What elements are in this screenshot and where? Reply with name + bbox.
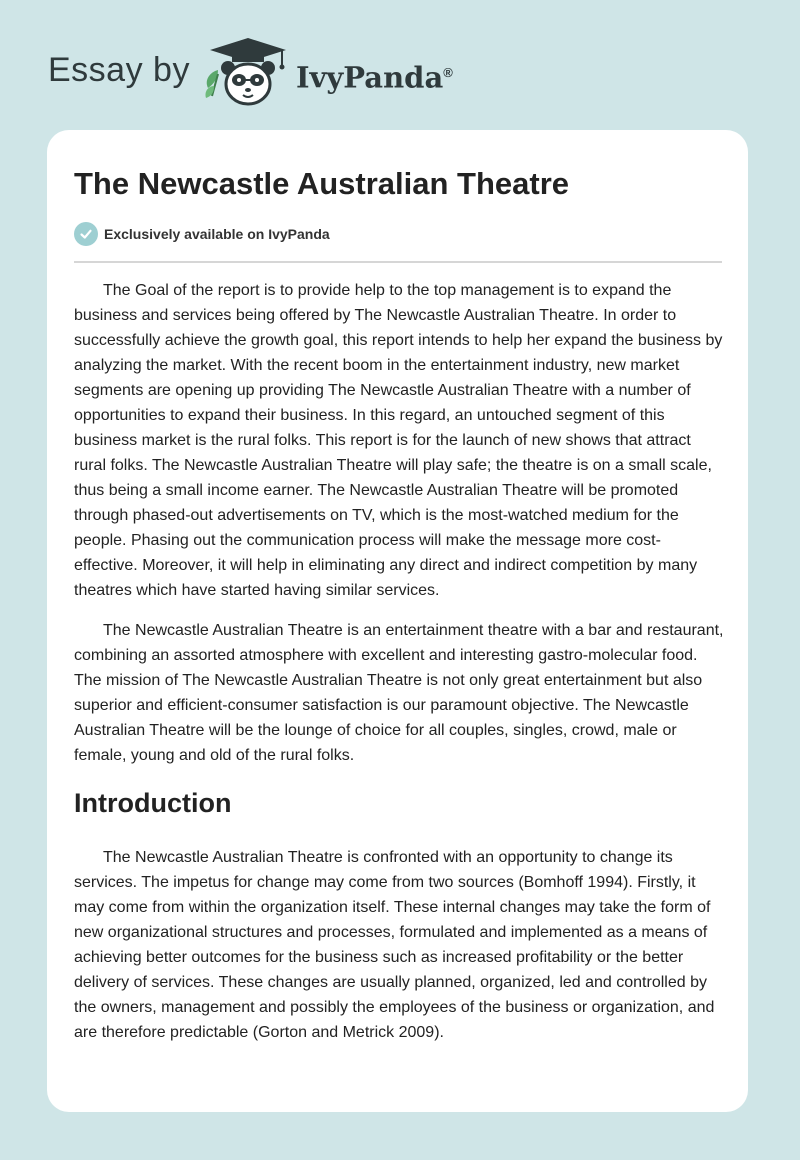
essay-card [47,130,748,1112]
checkmark-icon [74,222,98,246]
page-title: The Newcastle Australian Theatre [74,166,570,201]
paragraph: The Newcastle Australian Theatre is an entertainment theatre with a bar and restaurant, combining an assorted atmosphere with excellent and interesting gastro-molecular food. The mission of The Newcastle Australian Theatre is not only great entertainment but also superior and efficient-consumer satisfaction is our paramount objective. The Newcastle Australian Theatre will be the lounge of choice for all couples, singles, crowd, male or female, young and old of the rural folks. [74,622,724,764]
registered-mark: ® [443,65,453,80]
paragraph: The Newcastle Australian Theatre is confronted with an opportunity to change its services. The impetus for change may come from two sources (Bomhoff 1994). Firstly, it may come from within the organization itself. These internal changes may take the form of new organizational structures and processes, formulated and implemented as a means of achieving better outcomes for the business such as increased profitability or the better delivery of services. These changes are usually planned, organized, led and controlled by the owners, management and possibly the employees of the business or organization, and are therefore predictable (Gorton and Metrick 2009). [74,849,715,1041]
paragraph: The Goal of the report is to provide help to the top management is to expand the business and services being offered by The Newcastle Australian Theatre. In order to successfully achieve the growth goal, this report intends to help her expand the business by analyzing the market. With the recent boom in the entertainment industry, new market segments are opening up providing The Newcastle Australian Theatre with a number of opportunities to expand their business. In this regard, an untouched segment of this business market is the rural folks. This report is for the launch of new shows that attract rural folks. The Newcastle Australian Theatre will play safe; the theatre is on a small scale, thus being a small income earner. The Newcastle Australian Theatre will be promoted through phased-out advertisements on TV, which is the most-watched medium for the people. Phasing out the communication process will make the message more cost-effective. Moreover, it will help in eliminating any direct and indirect competition by many theatres which have started having similar services. [74,282,723,599]
ivypanda-brand[interactable] [296,54,453,97]
essay-by-label: Essay by [48,51,190,89]
exclusive-badge [74,222,330,246]
divider [74,261,722,263]
brand-text: IvyPanda [296,60,444,95]
site-header [0,0,800,130]
panda-logo-icon[interactable] [202,36,294,108]
badge-label: Exclusively available on IvyPanda [104,226,330,242]
section-heading-introduction: Introduction [74,788,232,818]
